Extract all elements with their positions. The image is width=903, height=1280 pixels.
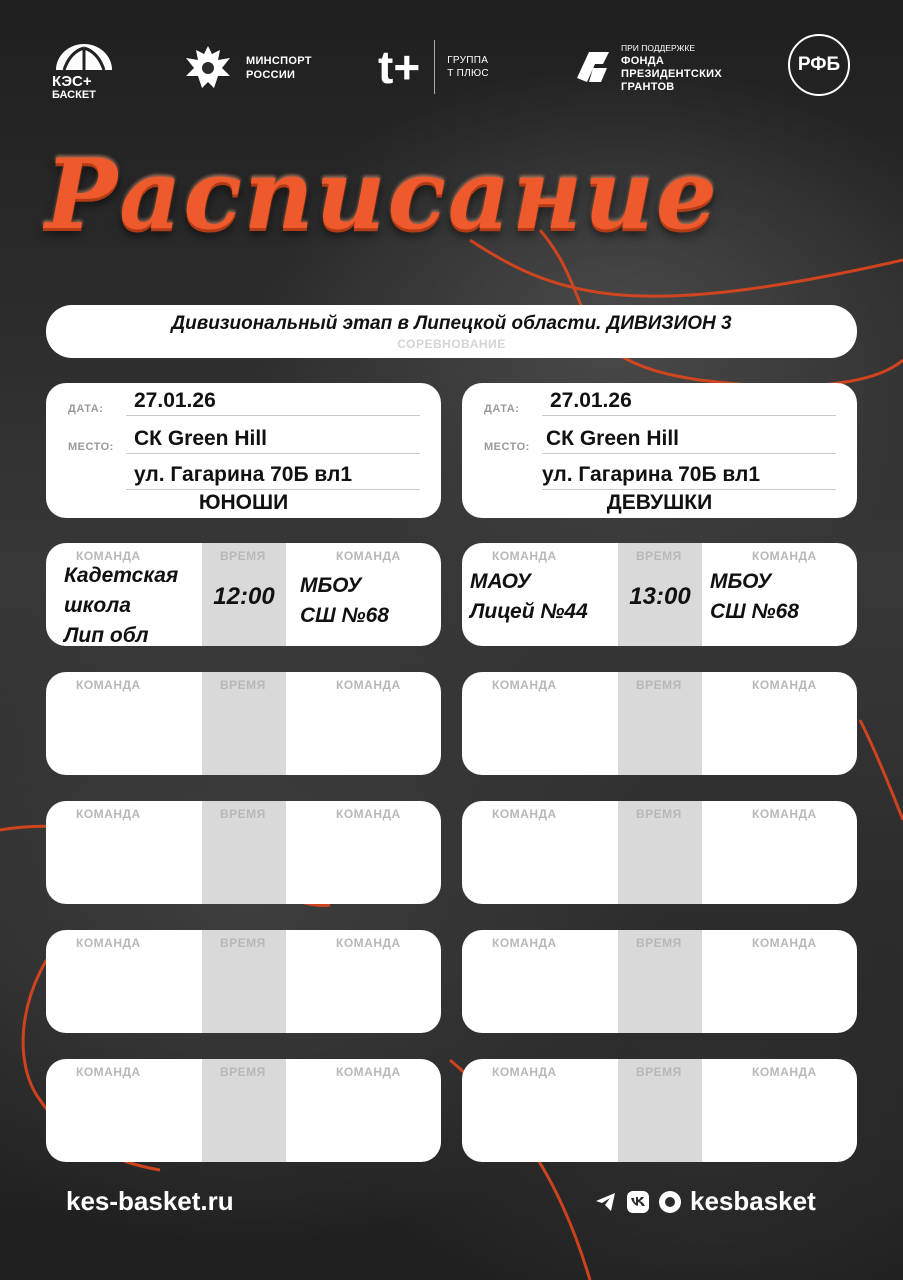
team-header: КОМАНДА (76, 549, 141, 563)
team-header: КОМАНДА (336, 936, 401, 950)
venue-underline (542, 453, 836, 454)
team-header: КОМАНДА (752, 549, 817, 563)
address-value: ул. Гагарина 70Б вл1 (542, 463, 761, 486)
social-links (594, 1186, 816, 1217)
category-girls: ДЕВУШКИ (606, 491, 713, 514)
website-link[interactable]: kes-basket.ru (66, 1186, 234, 1216)
sponsor-logos (0, 30, 903, 110)
place-label: МЕСТО: (68, 441, 114, 453)
t-plus-logo (378, 40, 489, 94)
address-value: ул. Гагарина 70Б вл1 (134, 463, 353, 486)
time-header: ВРЕМЯ (636, 678, 682, 692)
match-card-girls-1 (462, 543, 857, 646)
team-header: КОМАНДА (336, 1065, 401, 1079)
competition-label: СОРЕВНОВАНИЕ (397, 337, 506, 351)
match-card-empty (46, 930, 441, 1033)
match-card-empty (462, 672, 857, 775)
team-header: КОМАНДА (76, 936, 141, 950)
time-header: ВРЕМЯ (220, 1065, 266, 1079)
social-handle[interactable]: kesbasket (690, 1186, 816, 1216)
venue-underline (126, 453, 420, 454)
team-header: КОМАНДА (492, 936, 557, 950)
match-card-empty (46, 1059, 441, 1162)
team-1-name: Кадетская школа Лип обл (64, 564, 179, 646)
grants-mark-icon (573, 48, 613, 88)
grants-line-2: ФОНДА (621, 55, 665, 67)
t-plus-line-1: ГРУППА (447, 55, 489, 66)
date-value: 27.01.26 (134, 389, 216, 412)
competition-card (46, 305, 857, 358)
time-header: ВРЕМЯ (636, 807, 682, 821)
info-card-girls (462, 383, 857, 518)
match-card-empty (462, 930, 857, 1033)
team-header: КОМАНДА (76, 678, 141, 692)
team-header: КОМАНДА (336, 549, 401, 563)
match-time: 13:00 (629, 583, 691, 610)
team-header: КОМАНДА (492, 678, 557, 692)
team-header: КОМАНДА (752, 678, 817, 692)
team-header: КОМАНДА (752, 1065, 817, 1079)
minsport-line-2: РОССИИ (246, 69, 296, 81)
competition-name: Дивизиональный этап в Липецкой области. ДИВИЗИОН 3 (171, 313, 732, 334)
time-header: ВРЕМЯ (220, 936, 266, 950)
date-underline (126, 415, 420, 416)
max-messenger-icon[interactable] (658, 1190, 682, 1214)
match-card-empty (462, 801, 857, 904)
vk-icon[interactable] (626, 1190, 650, 1214)
time-header: ВРЕМЯ (220, 807, 266, 821)
team-header: КОМАНДА (492, 807, 557, 821)
t-plus-divider (434, 40, 435, 94)
date-underline (542, 415, 836, 416)
minsport-logo (180, 40, 312, 96)
team-header: КОМАНДА (752, 807, 817, 821)
match-card-empty (46, 672, 441, 775)
presidential-grants-logo (573, 42, 722, 94)
match-card-empty (462, 1059, 857, 1162)
kes-basket-logo (50, 40, 122, 100)
t-plus-line-2: Т ПЛЮС (447, 68, 489, 79)
kes-ball-icon (50, 40, 122, 100)
rfb-logo: РФБ (788, 34, 850, 96)
grants-line-4: ГРАНТОВ (621, 81, 675, 93)
team-2-name: МБОУ СШ №68 (710, 570, 799, 623)
team-header: КОМАНДА (492, 1065, 557, 1079)
time-header: ВРЕМЯ (220, 549, 266, 563)
match-card-empty (46, 801, 441, 904)
team-1-name: МАОУ Лицей №44 (470, 570, 588, 623)
venue-value: СК Green Hill (546, 427, 680, 450)
team-header: КОМАНДА (752, 936, 817, 950)
svg-text:БАСКЕТ: БАСКЕТ (52, 89, 96, 100)
address-underline (126, 489, 420, 490)
date-label: ДАТА: (484, 403, 520, 415)
category-boys: ЮНОШИ (198, 491, 289, 514)
team-header: КОМАНДА (492, 549, 557, 563)
address-underline (542, 489, 836, 490)
time-header: ВРЕМЯ (636, 549, 682, 563)
info-card-boys (46, 383, 441, 518)
time-header: ВРЕМЯ (636, 936, 682, 950)
match-card-boys-1 (46, 543, 441, 646)
team-header: КОМАНДА (76, 807, 141, 821)
team-header: КОМАНДА (76, 1065, 141, 1079)
grants-line-3: ПРЕЗИДЕНТСКИХ (621, 68, 723, 80)
date-value: 27.01.26 (550, 389, 632, 412)
venue-value: СК Green Hill (134, 427, 268, 450)
match-time: 12:00 (213, 583, 275, 610)
date-label: ДАТА: (68, 403, 104, 415)
team-2-name: МБОУ СШ №68 (300, 574, 389, 627)
svg-text:КЭС+: КЭС+ (52, 73, 92, 90)
team-header: КОМАНДА (336, 678, 401, 692)
eagle-emblem-icon (180, 40, 236, 96)
place-label: МЕСТО: (484, 441, 530, 453)
team-header: КОМАНДА (336, 807, 401, 821)
time-header: ВРЕМЯ (220, 678, 266, 692)
minsport-line-1: МИНСПОРТ (246, 55, 312, 67)
time-header: ВРЕМЯ (636, 1065, 682, 1079)
grants-line-1: ПРИ ПОДДЕРЖКЕ (621, 43, 696, 53)
page-title: Расписание (45, 138, 719, 251)
t-plus-mark: t+ (378, 41, 421, 93)
telegram-icon[interactable] (594, 1190, 618, 1214)
